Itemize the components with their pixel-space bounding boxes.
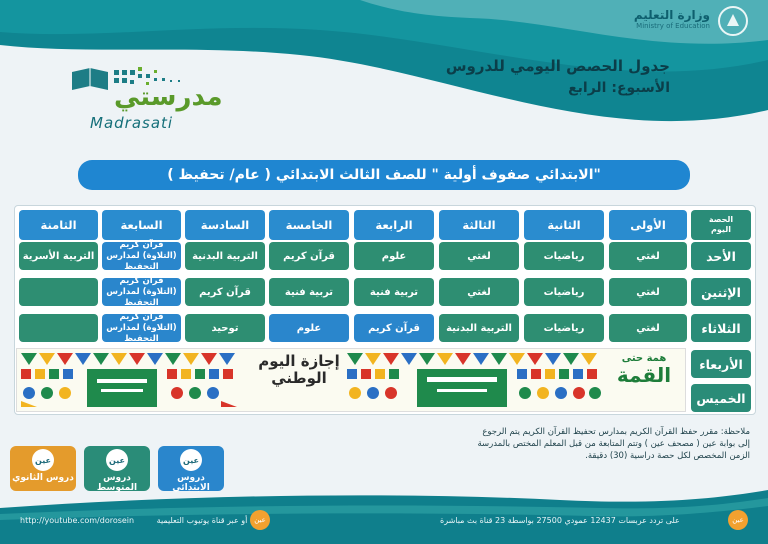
lesson-cell: قرآن كريم <box>354 314 434 342</box>
madrasati-logo-ar: مدرستي <box>114 82 223 112</box>
ein-intermediate-button[interactable] <box>84 446 150 491</box>
lesson-cell: رياضيات <box>524 314 604 342</box>
lesson-cell: رياضيات <box>524 278 604 306</box>
period-header: الثانية <box>524 210 604 240</box>
lesson-cell: تربية فنية <box>354 278 434 306</box>
week-label: الأسبوع: الرابع <box>568 80 670 96</box>
national-day-pattern <box>17 349 685 411</box>
lesson-cell: التربية الأسرية <box>19 242 98 270</box>
lesson-cell: التربية البدنية <box>185 242 265 270</box>
notes <box>410 426 750 462</box>
period-header: السابعة <box>102 210 181 240</box>
corner-day-label: اليوم <box>711 225 731 234</box>
period-header: الرابعة <box>354 210 434 240</box>
youtube-url[interactable]: http://youtube.com/dorosein <box>20 516 135 525</box>
lesson-cell: قرآن كريم <box>269 242 349 270</box>
ein-elementary-button[interactable] <box>158 446 224 491</box>
lesson-cell: لغتي <box>609 314 687 342</box>
youtube-channel-icon[interactable]: عين <box>250 510 270 530</box>
day-label: الإثنين <box>691 278 751 306</box>
ein-channel-icon: عين <box>728 510 748 530</box>
ministry-emblem-icon <box>716 4 750 38</box>
ein-icon: عين <box>32 449 54 471</box>
ein-button-label: دروس الابتدائي <box>172 473 210 493</box>
day-label: الثلاثاء <box>691 314 751 342</box>
ministry-name-ar: وزارة التعليم <box>633 8 710 22</box>
madrasati-logo-en: Madrasati <box>90 114 174 132</box>
youtube-link[interactable] <box>20 516 247 525</box>
ein-icon: عين <box>180 449 202 471</box>
day-label: الأربعاء <box>691 350 751 378</box>
satellite-channel-info: على تردد عربسات 12437 عمودي 27500 بواسطة 23 قناة بث مباشرة <box>440 516 680 525</box>
lesson-cell: قرآن كريم (التلاوة) لمدارس التحفيظ <box>102 314 181 342</box>
corner-cell <box>691 210 751 240</box>
lesson-cell <box>19 278 98 306</box>
page-title: جدول الحصص اليومي للدروس <box>445 57 670 75</box>
lesson-cell: علوم <box>269 314 349 342</box>
lesson-cell: قرآن كريم (التلاوة) لمدارس التحفيظ <box>102 242 181 270</box>
ein-button-label: دروس الثانوي <box>12 473 74 483</box>
ministry-name-en: Ministry of Education <box>636 22 710 30</box>
day-label: الأحد <box>691 242 751 270</box>
national-day-logo-line2: القمة <box>616 363 672 387</box>
note-line: إلى بوابة عين ( مصحف عين ) وتتم المتابعة من قبل المعلم المختص بالمدرسة <box>477 439 750 449</box>
period-header: الثالثة <box>439 210 519 240</box>
national-day-holiday-banner <box>16 348 686 412</box>
ministry-logo <box>634 8 710 30</box>
national-day-logo <box>607 353 681 386</box>
lesson-cell: التربية البدنية <box>439 314 519 342</box>
period-header: الأولى <box>609 210 687 240</box>
youtube-label: أو عبر قناة يوتيوب التعليمية <box>156 516 248 525</box>
lesson-cell: قرآن كريم <box>185 278 265 306</box>
class-banner: "الابتدائي صفوف أولية " للصف الثالث الابتدائي ( عام/ تحفيظ ) <box>78 160 690 190</box>
national-day-logo-line1: همة حتى <box>621 353 667 364</box>
ein-icon: عين <box>106 449 128 471</box>
lesson-cell: تربية فنية <box>269 278 349 306</box>
madrasati-logo <box>60 64 223 134</box>
lesson-cell: رياضيات <box>524 242 604 270</box>
ein-button-label: دروس المتوسط <box>96 473 138 493</box>
note-line: ملاحظة: مقرر حفظ القرآن الكريم بمدارس تحفيظ القرآن الكريم يتم الرجوع <box>482 427 750 437</box>
day-label: الخميس <box>691 384 751 412</box>
note-line: الزمن المخصص لكل حصة دراسية (30) دقيقة. <box>585 451 750 461</box>
lesson-cell: علوم <box>354 242 434 270</box>
lesson-cell: لغتي <box>609 278 687 306</box>
period-header: الخامسة <box>269 210 349 240</box>
corner-period-label: الحصة <box>708 215 734 224</box>
lesson-cell: لغتي <box>439 242 519 270</box>
lesson-cell: لغتي <box>439 278 519 306</box>
period-header: السادسة <box>185 210 265 240</box>
lesson-cell <box>19 314 98 342</box>
national-day-holiday-label: إجازة اليوم الوطني <box>258 352 340 387</box>
ein-secondary-button[interactable] <box>10 446 76 491</box>
period-header: الثامنة <box>19 210 98 240</box>
lesson-cell: قرآن كريم (التلاوة) لمدارس التحفيظ <box>102 278 181 306</box>
lesson-cell: لغتي <box>609 242 687 270</box>
lesson-cell: توحيد <box>185 314 265 342</box>
